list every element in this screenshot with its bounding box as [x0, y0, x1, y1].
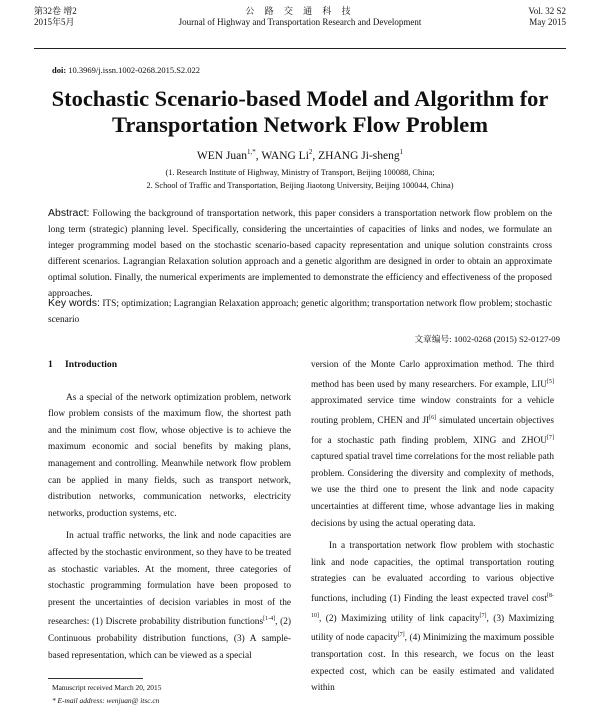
- header-journal: [34, 6, 566, 28]
- text-run: version of the Monte Carlo approximation method. The third method has been used by many researchers. For example, LIU: [311, 360, 554, 390]
- text-run: In a transportation network flow problem with stochastic link and node capacities, the optimal transportation routing strategies can be evaluated according to various objective functions, including (1) Finding the least expected travel cost: [311, 541, 554, 605]
- author-mark: 1: [399, 148, 404, 156]
- footnote-received: Manuscript received March 20, 2015: [52, 683, 162, 692]
- body-column-right: [311, 357, 554, 697]
- header-vol: Vol. 32 S2: [528, 6, 566, 16]
- text-run: , (2) Maximizing utility of link capacity: [319, 613, 480, 624]
- header-month: May 2015: [529, 17, 566, 27]
- abstract: [48, 205, 552, 302]
- keywords-label: Key words:: [48, 297, 100, 309]
- header-volume-en: [528, 6, 566, 28]
- body-column-left: [48, 357, 291, 664]
- author-name: ZHANG Ji-sheng: [318, 149, 400, 162]
- keywords-text: ITS; optimization; Lagrangian Relaxation approach; genetic algorithm; transportation network flow problem; stochastic scenario: [48, 299, 553, 325]
- abstract-label: Abstract:: [48, 207, 90, 219]
- paragraph: [48, 528, 291, 664]
- text-run: , (3) Maximizing utility of node capacity: [311, 613, 554, 644]
- citation[interactable]: [7]: [479, 612, 487, 619]
- paper-title: [40, 86, 560, 138]
- paragraph: As a special of the network optimization problem, network flow problem consists of the maximum flow, the shortest path and the minimum cost flow, whose objective is to achieve the maximum economic and social benefits by making plans, management and controlling. Meanwhile network flow problem can be applied in many fields, such as transport network, distribution networks, communication networks, electricity networks, production systems, etc.: [48, 392, 291, 519]
- text-run: In actual traffic networks, the link and node capacities are affected by the stochastic environment, so they have to be treated as stochastic variables. At the moment, three categories of stochastic programming formulation have been proposed to present the uncertainties of decision variables in most of the researches: (1) Discrete probability distribution functions: [48, 531, 291, 628]
- author-name: WANG Li: [261, 149, 309, 162]
- running-header: [34, 6, 566, 40]
- section-number: 1: [48, 359, 53, 370]
- citation[interactable]: [5]: [547, 378, 554, 385]
- affiliation-2: 2. School of Traffic and Transportation, Beijing Jiaotong University, Beijing 100044, China): [146, 181, 454, 190]
- header-journal-en: Journal of Highway and Transportation Research and Development: [178, 17, 422, 27]
- paragraph: [311, 357, 554, 532]
- footnote-divider: [48, 678, 143, 679]
- citation[interactable]: [8-10]: [311, 593, 554, 619]
- paragraph: [311, 538, 554, 697]
- footnote-email[interactable]: * E-mail address: wenjuan@ itsc.cn: [52, 696, 160, 705]
- section-heading: [48, 357, 291, 374]
- header-journal-cn: 公 路 交 通 科 技: [245, 6, 355, 16]
- author-mark: 1,*: [247, 148, 256, 156]
- doi-line: [52, 65, 200, 75]
- section-title: Introduction: [65, 359, 118, 370]
- article-number: 文章编号: 1002-0268 (2015) S2-0127-09: [414, 334, 560, 344]
- citation[interactable]: [7]: [397, 632, 405, 639]
- doi-value[interactable]: 10.3969/j.issn.1002-0268.2015.S2.022: [68, 65, 201, 75]
- author-name: WEN Juan: [196, 149, 248, 162]
- header-date-cn: 2015年5月: [34, 17, 75, 27]
- affiliation-1: (1. Research Institute of Highway, Ministry of Transport, Beijing 100088, China;: [165, 168, 435, 177]
- citation[interactable]: [7]: [547, 434, 554, 441]
- header-divider: [34, 48, 566, 49]
- citation[interactable]: [1-4]: [263, 616, 276, 623]
- header-volume-cn: 第32卷 增2: [34, 6, 77, 16]
- author-list: WEN Juan$^{1,*}$, WANG Li$^2$, ZHANG Ji-sheng$^1$: [196, 148, 404, 162]
- author-mark: 2: [308, 148, 313, 156]
- title-line-1: Stochastic Scenario-based Model and Algorithm for: [51, 86, 549, 111]
- abstract-text: Following the background of transportation network, this paper considers a transportation network flow problem on the long term (strategic) planning level. Specifically, considering the uncertainties of capacities of links and nodes, we formulate an integer programming model based on the stochastic scenario-based capacity representation and unique solution constraints cross different scenarios. Lagrangian Relaxation solution approach and a genetic algorithm are designed in order to obtain an approximate optimal solution. Finally, the numerical experiments are implemented to demonstrate the efficiency and effectiveness of the proposed approaches.: [48, 209, 553, 299]
- text-run: , (4) Minimizing the maximum possible transportation cost. In this research, we focus on the least expected cost, which can be easily estimated and validated within: [311, 633, 554, 694]
- doi-label: doi:: [52, 65, 67, 75]
- text-run: , (2) Continuous probability distribution functions, (3) A sample-based representation, which can be viewed as a special: [48, 617, 291, 661]
- citation[interactable]: [6]: [429, 414, 437, 421]
- keywords: [48, 295, 552, 328]
- text-run: captured spatial travel time correlations for the most reliable path problem. Considering the diversity and complexity of methods, we use the third one to present the link and node capacity uncertainties at different time, whose advantage lies in making decisions by using the actual operating data.: [311, 452, 554, 529]
- text-run: simulated uncertain objectives for a stochastic path finding problem, XING and ZHOU: [311, 415, 554, 446]
- text-run: approximated service time window constraints for a vehicle routing problem, CHEN and JI: [311, 396, 554, 426]
- title-line-2: Transportation Network Flow Problem: [111, 112, 488, 137]
